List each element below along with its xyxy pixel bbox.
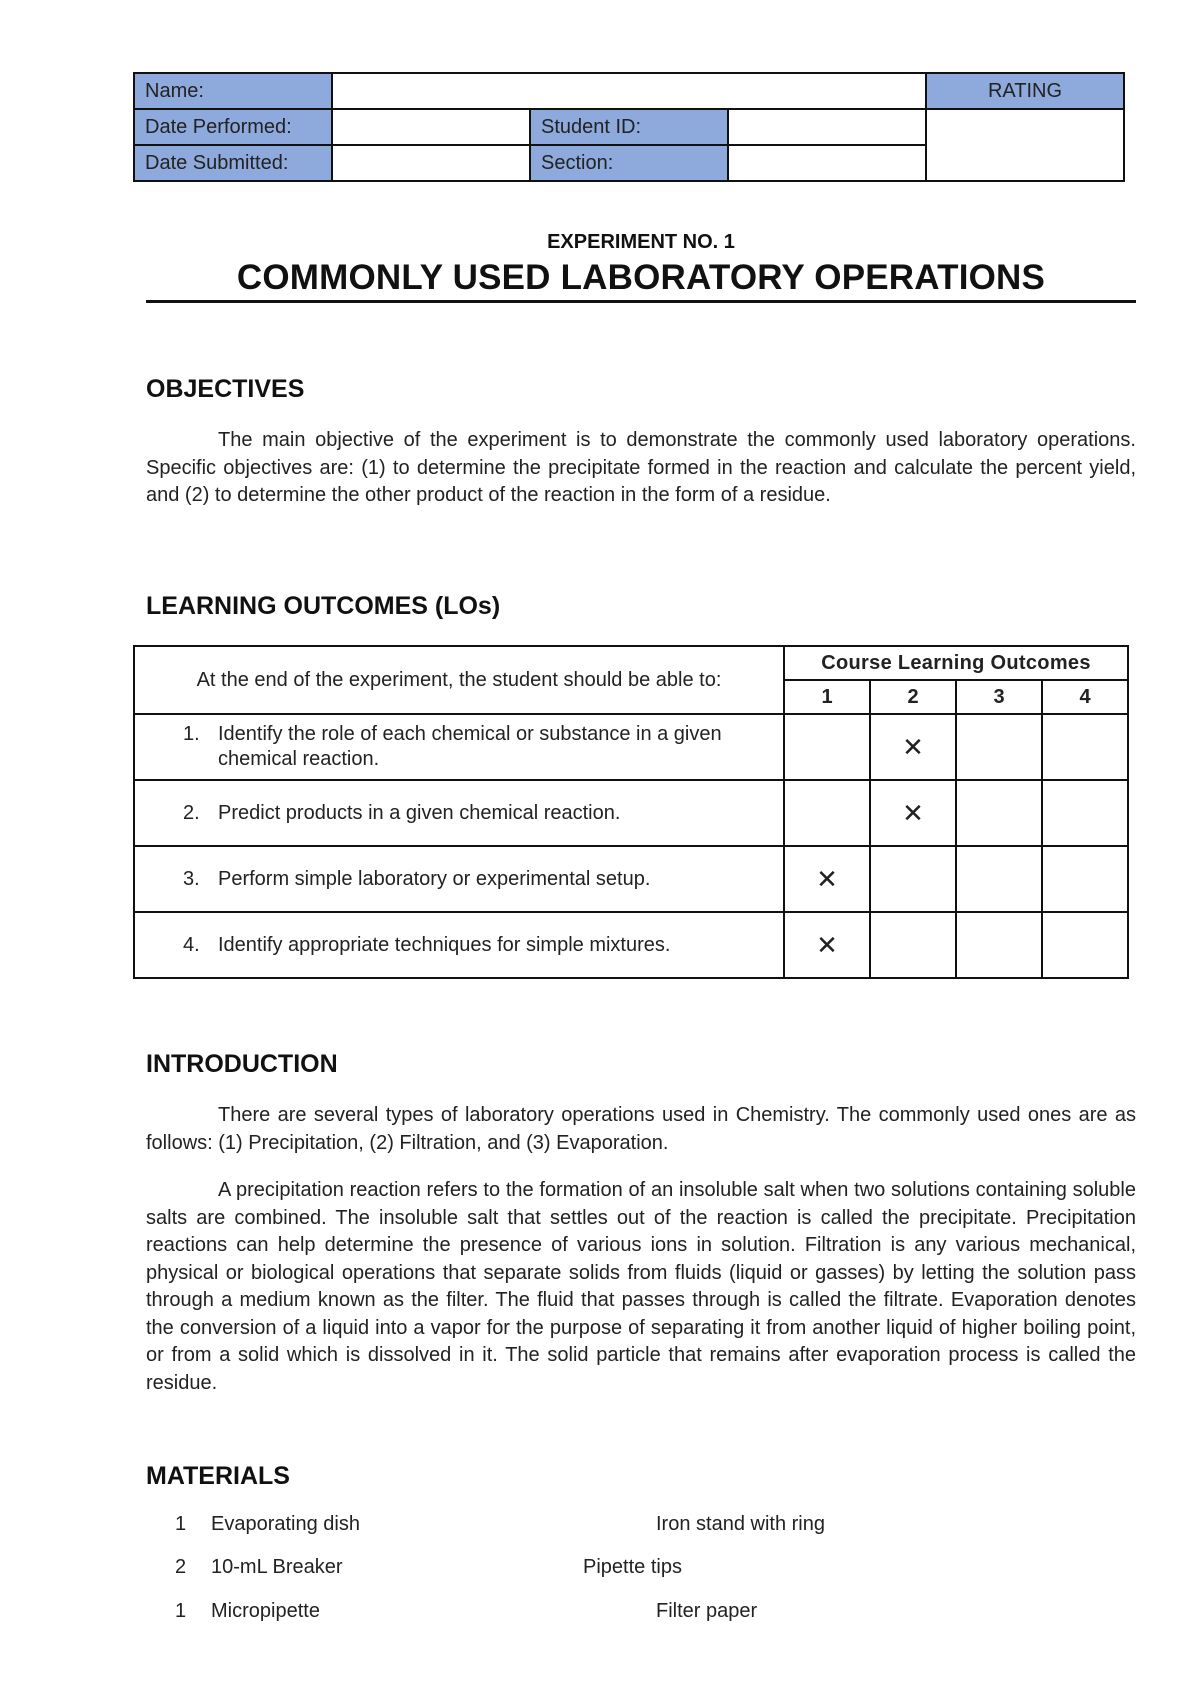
date-submitted-field[interactable] (332, 145, 530, 181)
date-performed-field[interactable] (332, 109, 530, 145)
clo-empty-cell[interactable] (956, 780, 1042, 846)
clo-number: 3 (956, 680, 1042, 714)
clo-empty-cell[interactable] (784, 714, 870, 780)
clo-mark-cell[interactable] (870, 780, 956, 846)
x-mark-icon: ✕ (902, 797, 924, 828)
clo-empty-cell[interactable] (1042, 780, 1128, 846)
clo-empty-cell[interactable] (956, 912, 1042, 978)
clo-number: 4 (1042, 680, 1128, 714)
lo-text: Predict products in a given chemical reaction. (218, 801, 621, 824)
clo-mark-cell[interactable] (870, 714, 956, 780)
material-qty: 2 (175, 1556, 187, 1578)
clo-empty-cell[interactable] (870, 846, 956, 912)
lo-row (134, 714, 1128, 780)
clo-empty-cell[interactable] (870, 912, 956, 978)
lo-row (134, 912, 1128, 978)
clo-mark-cell[interactable] (784, 846, 870, 912)
lo-number: 1. (183, 723, 200, 745)
lo-number: 2. (183, 801, 200, 824)
date-performed-label: Date Performed: (134, 109, 332, 145)
lo-description (134, 780, 784, 846)
rating-field[interactable] (926, 109, 1124, 181)
lo-text: Perform simple laboratory or experimental setup. (218, 867, 651, 890)
material-name: Iron stand with ring (656, 1513, 825, 1535)
clo-mark-cell[interactable] (784, 912, 870, 978)
material-name: Evaporating dish (211, 1513, 360, 1535)
clo-empty-cell[interactable] (956, 714, 1042, 780)
name-label: Name: (134, 73, 332, 109)
objectives-heading: OBJECTIVES (146, 375, 305, 403)
material-qty: 1 (175, 1600, 187, 1622)
material-qty: 1 (175, 1513, 187, 1535)
introduction-heading: INTRODUCTION (146, 1050, 338, 1078)
material-name: Pipette tips (583, 1556, 682, 1578)
clo-empty-cell[interactable] (784, 780, 870, 846)
lo-text: Identify the role of each chemical or substance in a given chemical reaction. (218, 723, 722, 770)
name-field[interactable] (332, 73, 926, 109)
clo-empty-cell[interactable] (1042, 846, 1128, 912)
rating-label: RATING (926, 73, 1124, 109)
student-info-table (133, 72, 1125, 182)
introduction-paragraph-1: There are several types of laboratory operations used in Chemistry. The commonly used ones are as follows: (1) Precipitation, (2) Filtration, and (3) Evaporation. (146, 1104, 1136, 1154)
section-field[interactable] (728, 145, 926, 181)
learning-outcomes-table (133, 645, 1129, 979)
clo-number: 2 (870, 680, 956, 714)
lo-description (134, 846, 784, 912)
lo-intro: At the end of the experiment, the student should be able to: (134, 646, 784, 714)
section-label: Section: (530, 145, 728, 181)
materials-heading: MATERIALS (146, 1462, 290, 1490)
x-mark-icon: ✕ (816, 929, 838, 960)
material-name: Filter paper (656, 1600, 758, 1622)
lo-text: Identify appropriate techniques for simple mixtures. (218, 933, 671, 956)
material-name: Micropipette (211, 1600, 320, 1622)
x-mark-icon: ✕ (816, 863, 838, 894)
experiment-number: EXPERIMENT NO. 1 (547, 231, 735, 253)
student-id-label: Student ID: (530, 109, 728, 145)
lo-number: 4. (183, 933, 200, 956)
clo-number: 1 (784, 680, 870, 714)
x-mark-icon: ✕ (902, 731, 924, 762)
introduction-paragraph-2: A precipitation reaction refers to the formation of an insoluble salt when two solutions containing soluble salts are combined. The insoluble salt that settles out of the reaction is called the precipitate. Precipitation reactions can help determine the presence of various ions in solution. Filtration is any various mechanical, physical or biological operations that separate solids from fluids (liquid or gasses) by letting the solution pass through a medium known as the filter. The fluid that passes through is called the filtrate. Evaporation denotes the conversion of a liquid into a vapor for the purpose of separating it from another liquid of higher boiling point, or from a solid which is dissolved in it. The solid particle that remains after evaporation process is called the residue. (146, 1179, 1136, 1394)
clo-empty-cell[interactable] (1042, 912, 1128, 978)
clo-empty-cell[interactable] (1042, 714, 1128, 780)
objectives-text: The main objective of the experiment is to demonstrate the commonly used laboratory operations. Specific objectives are: (1) to determine the precipitate formed in the reaction and calculate the percent yield, and (2) to determine the other product of the reaction in the form of a residue. (146, 429, 1136, 506)
clo-heading: Course Learning Outcomes (784, 646, 1128, 680)
lo-row (134, 846, 1128, 912)
date-submitted-label: Date Submitted: (134, 145, 332, 181)
material-name: 10-mL Breaker (211, 1556, 343, 1578)
lo-number: 3. (183, 867, 200, 890)
page-title: COMMONLY USED LABORATORY OPERATIONS (236, 258, 1046, 297)
title-divider (146, 300, 1136, 303)
learning-outcomes-heading: LEARNING OUTCOMES (LOs) (146, 592, 501, 620)
lo-row (134, 780, 1128, 846)
lo-description (134, 714, 784, 780)
student-id-field[interactable] (728, 109, 926, 145)
lo-description (134, 912, 784, 978)
clo-empty-cell[interactable] (956, 846, 1042, 912)
